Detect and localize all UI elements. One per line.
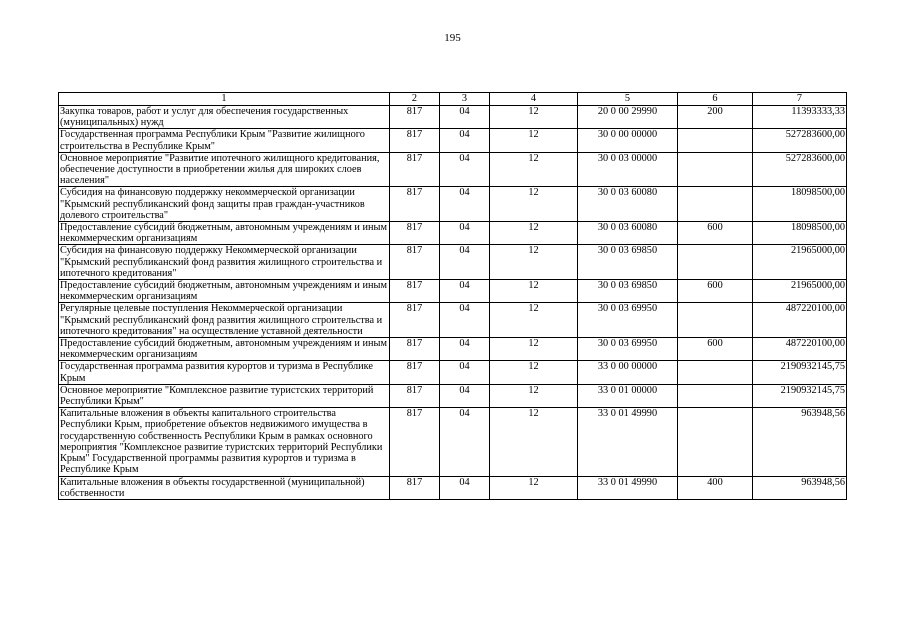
row-amount: 18098500,00: [753, 187, 847, 222]
row-col6: [678, 129, 753, 152]
row-col6: 600: [678, 222, 753, 245]
row-col6: [678, 408, 753, 476]
row-amount: 487220100,00: [753, 338, 847, 361]
row-col3: 04: [440, 222, 490, 245]
row-col4: 12: [490, 476, 578, 499]
row-col5: 30 0 03 60080: [578, 222, 678, 245]
table-row: [59, 303, 847, 338]
row-col4: 12: [490, 187, 578, 222]
row-col6: [678, 245, 753, 280]
row-col6: [678, 303, 753, 338]
column-header: 6: [678, 93, 753, 106]
row-name: Основное мероприятие "Развитие ипотечного жилищного кредитования, обеспечение доступности в приобретении жилья для широких слоев населения": [59, 152, 390, 187]
row-col5: 30 0 03 69850: [578, 245, 678, 280]
row-col2: 817: [390, 408, 440, 476]
budget-table: [58, 92, 847, 500]
row-col3: 04: [440, 187, 490, 222]
table-row: [59, 280, 847, 303]
row-col3: 04: [440, 152, 490, 187]
row-col6: 400: [678, 476, 753, 499]
row-name: Регулярные целевые поступления Некоммерческой организации "Крымский республиканский фонд развития жилищного строительства и ипотечного кредитования" на осуществление уставной деятельности: [59, 303, 390, 338]
table-row: [59, 222, 847, 245]
row-col3: 04: [440, 384, 490, 407]
row-col4: 12: [490, 152, 578, 187]
row-col2: 817: [390, 361, 440, 384]
row-col4: 12: [490, 245, 578, 280]
table-row: [59, 476, 847, 499]
table-row: [59, 408, 847, 476]
row-col5: 30 0 03 69850: [578, 280, 678, 303]
row-amount: 2190932145,75: [753, 384, 847, 407]
header-row: [59, 93, 847, 106]
row-col3: 04: [440, 106, 490, 129]
row-col5: 30 0 00 00000: [578, 129, 678, 152]
row-col4: 12: [490, 222, 578, 245]
row-col2: 817: [390, 129, 440, 152]
row-amount: 527283600,00: [753, 152, 847, 187]
row-amount: 487220100,00: [753, 303, 847, 338]
table-row: [59, 245, 847, 280]
row-col2: 817: [390, 187, 440, 222]
column-header: 1: [59, 93, 390, 106]
row-col6: [678, 152, 753, 187]
row-col3: 04: [440, 303, 490, 338]
row-name: Субсидия на финансовую поддержку Некоммерческой организации "Крымский республиканский фонд развития жилищного строительства и ипотечного кредитования": [59, 245, 390, 280]
row-col3: 04: [440, 280, 490, 303]
row-col4: 12: [490, 361, 578, 384]
row-col4: 12: [490, 384, 578, 407]
column-header: 3: [440, 93, 490, 106]
row-col4: 12: [490, 280, 578, 303]
row-col2: 817: [390, 476, 440, 499]
row-col4: 12: [490, 106, 578, 129]
row-col4: 12: [490, 303, 578, 338]
row-col5: 33 0 01 49990: [578, 408, 678, 476]
row-col3: 04: [440, 476, 490, 499]
row-name: Предоставление субсидий бюджетным, автономным учреждениям и иным некоммерческим организациям: [59, 222, 390, 245]
row-col2: 817: [390, 384, 440, 407]
row-amount: 21965000,00: [753, 280, 847, 303]
row-name: Закупка товаров, работ и услуг для обеспечения государственных (муниципальных) нужд: [59, 106, 390, 129]
table-row: [59, 152, 847, 187]
row-name: Субсидия на финансовую поддержку некоммерческой организации "Крымский республиканский фонд защиты прав граждан-участников долевого строительства": [59, 187, 390, 222]
row-col3: 04: [440, 129, 490, 152]
row-amount: 963948,56: [753, 408, 847, 476]
row-name: Государственная программа развития курортов и туризма в Республике Крым: [59, 361, 390, 384]
row-col5: 30 0 03 00000: [578, 152, 678, 187]
row-col4: 12: [490, 408, 578, 476]
row-col3: 04: [440, 361, 490, 384]
row-col2: 817: [390, 152, 440, 187]
column-header: 2: [390, 93, 440, 106]
row-col2: 817: [390, 106, 440, 129]
table-row: [59, 338, 847, 361]
table-row: [59, 361, 847, 384]
row-col6: 600: [678, 338, 753, 361]
row-col2: 817: [390, 280, 440, 303]
row-col5: 33 0 01 49990: [578, 476, 678, 499]
row-col2: 817: [390, 303, 440, 338]
row-col3: 04: [440, 338, 490, 361]
page-number: 195: [444, 32, 461, 44]
row-col6: 200: [678, 106, 753, 129]
row-col5: 20 0 00 29990: [578, 106, 678, 129]
row-name: Предоставление субсидий бюджетным, автономным учреждениям и иным некоммерческим организациям: [59, 280, 390, 303]
row-name: Основное мероприятие "Комплексное развитие туристских территорий Республики Крым": [59, 384, 390, 407]
row-name: Капитальные вложения в объекты государственной (муниципальной) собственности: [59, 476, 390, 499]
row-col6: [678, 187, 753, 222]
row-col5: 33 0 00 00000: [578, 361, 678, 384]
row-amount: 2190932145,75: [753, 361, 847, 384]
row-col2: 817: [390, 222, 440, 245]
row-col5: 30 0 03 60080: [578, 187, 678, 222]
row-amount: 527283600,00: [753, 129, 847, 152]
row-col2: 817: [390, 245, 440, 280]
row-amount: 11393333,33: [753, 106, 847, 129]
row-col6: [678, 361, 753, 384]
row-name: Государственная программа Республики Крым "Развитие жилищного строительства в Республике Крым": [59, 129, 390, 152]
row-name: Предоставление субсидий бюджетным, автономным учреждениям и иным некоммерческим организациям: [59, 338, 390, 361]
row-amount: 18098500,00: [753, 222, 847, 245]
row-col5: 30 0 03 69950: [578, 303, 678, 338]
row-col2: 817: [390, 338, 440, 361]
table-row: [59, 384, 847, 407]
row-amount: 963948,56: [753, 476, 847, 499]
row-col3: 04: [440, 245, 490, 280]
column-header: 4: [490, 93, 578, 106]
row-col5: 30 0 03 69950: [578, 338, 678, 361]
row-col6: 600: [678, 280, 753, 303]
column-header: 7: [753, 93, 847, 106]
row-col6: [678, 384, 753, 407]
row-col5: 33 0 01 00000: [578, 384, 678, 407]
table-row: [59, 106, 847, 129]
column-header: 5: [578, 93, 678, 106]
row-col3: 04: [440, 408, 490, 476]
table-row: [59, 129, 847, 152]
row-col4: 12: [490, 129, 578, 152]
row-col4: 12: [490, 338, 578, 361]
row-name: Капитальные вложения в объекты капитального строительства Республики Крым, приобретение объектов недвижимого имущества в государственную собственность Республики Крым в рамках основного мероприятия "Комплексное развитие туристских территорий Республики Крым" Государственной программы развития курортов и туризма в Республике Крым: [59, 408, 390, 476]
row-amount: 21965000,00: [753, 245, 847, 280]
table-row: [59, 187, 847, 222]
